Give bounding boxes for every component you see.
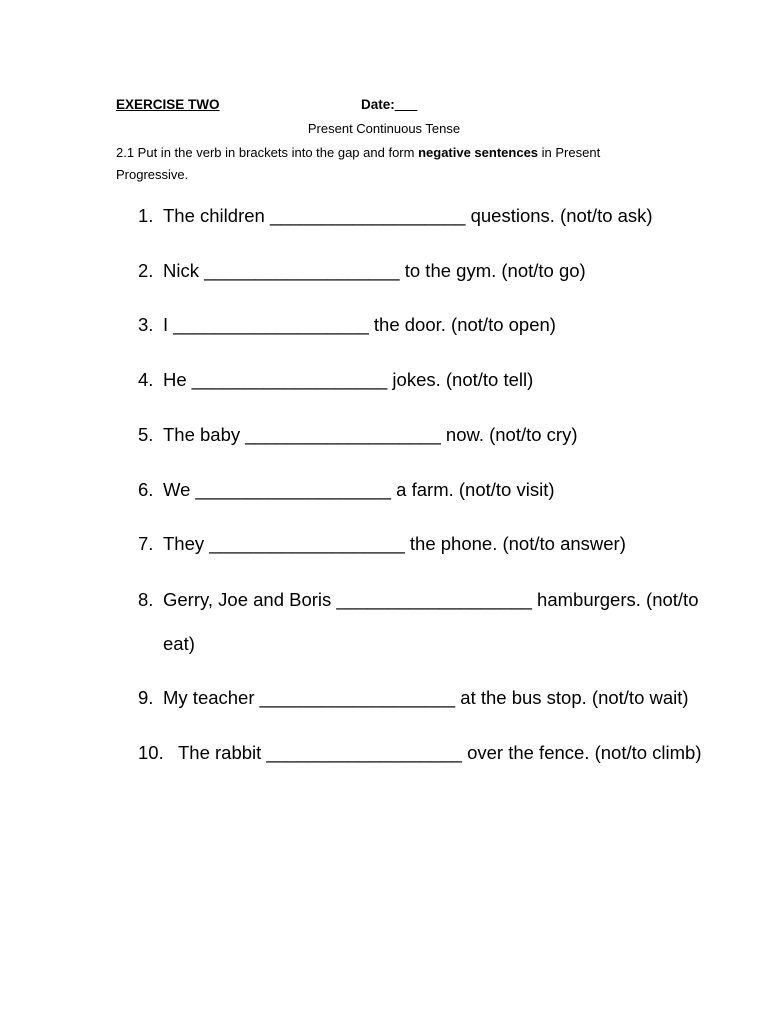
exercise-item-1: [138, 194, 728, 238]
exercise-item-3: [138, 303, 728, 347]
exercise-item-7: [138, 522, 728, 566]
item-text: We ___________________ a farm. (not/to visit): [163, 479, 555, 500]
item-text: My teacher ___________________ at the bus stop. (not/to wait): [163, 687, 689, 708]
item-number: 7.: [138, 533, 154, 554]
item-text: The rabbit ___________________ over the fence. (not/to climb): [178, 742, 702, 763]
item-text: The baby ___________________ now. (not/to cry): [163, 424, 578, 445]
item-text: They ___________________ the phone. (not/to answer): [163, 533, 626, 554]
item-number: 10.: [138, 742, 164, 763]
item-text: Nick ___________________ to the gym. (not/to go): [163, 260, 586, 281]
exercise-item-9: [138, 676, 728, 720]
item-text: I ___________________ the door. (not/to open): [163, 314, 556, 335]
item-text: He ___________________ jokes. (not/to tell): [163, 369, 534, 390]
instructions-suffix: in Present Progressive.: [116, 145, 601, 182]
item-number: 9.: [138, 687, 154, 708]
exercise-item-6: [138, 468, 728, 512]
item-text-continuation: eat): [163, 633, 195, 654]
exercise-item-10: [138, 731, 728, 775]
item-number: 1.: [138, 205, 154, 226]
item-number: 8.: [138, 589, 154, 610]
item-text: The children ___________________ questions. (not/to ask): [163, 205, 653, 226]
exercise-item-5: [138, 413, 728, 457]
item-number: 5.: [138, 424, 154, 445]
item-number: 3.: [138, 314, 154, 335]
item-number: 6.: [138, 479, 154, 500]
subtitle: Present Continuous Tense: [307, 121, 461, 136]
instructions-prefix: 2.1 Put in the verb in brackets into the gap and form: [116, 145, 419, 160]
exercise-title: EXERCISE TWO: [116, 97, 220, 112]
exercise-item-4: [138, 358, 728, 402]
date-label: Date:: [361, 97, 395, 112]
exercise-item-8: [138, 578, 728, 666]
item-text: Gerry, Joe and Boris ___________________ hamburgers. (not/to: [163, 589, 699, 610]
item-number: 2.: [138, 260, 154, 281]
instructions-emphasis: negative sentences: [418, 145, 539, 160]
date-blank: ___: [394, 97, 418, 112]
exercise-item-2: [138, 249, 728, 293]
item-number: 4.: [138, 369, 154, 390]
